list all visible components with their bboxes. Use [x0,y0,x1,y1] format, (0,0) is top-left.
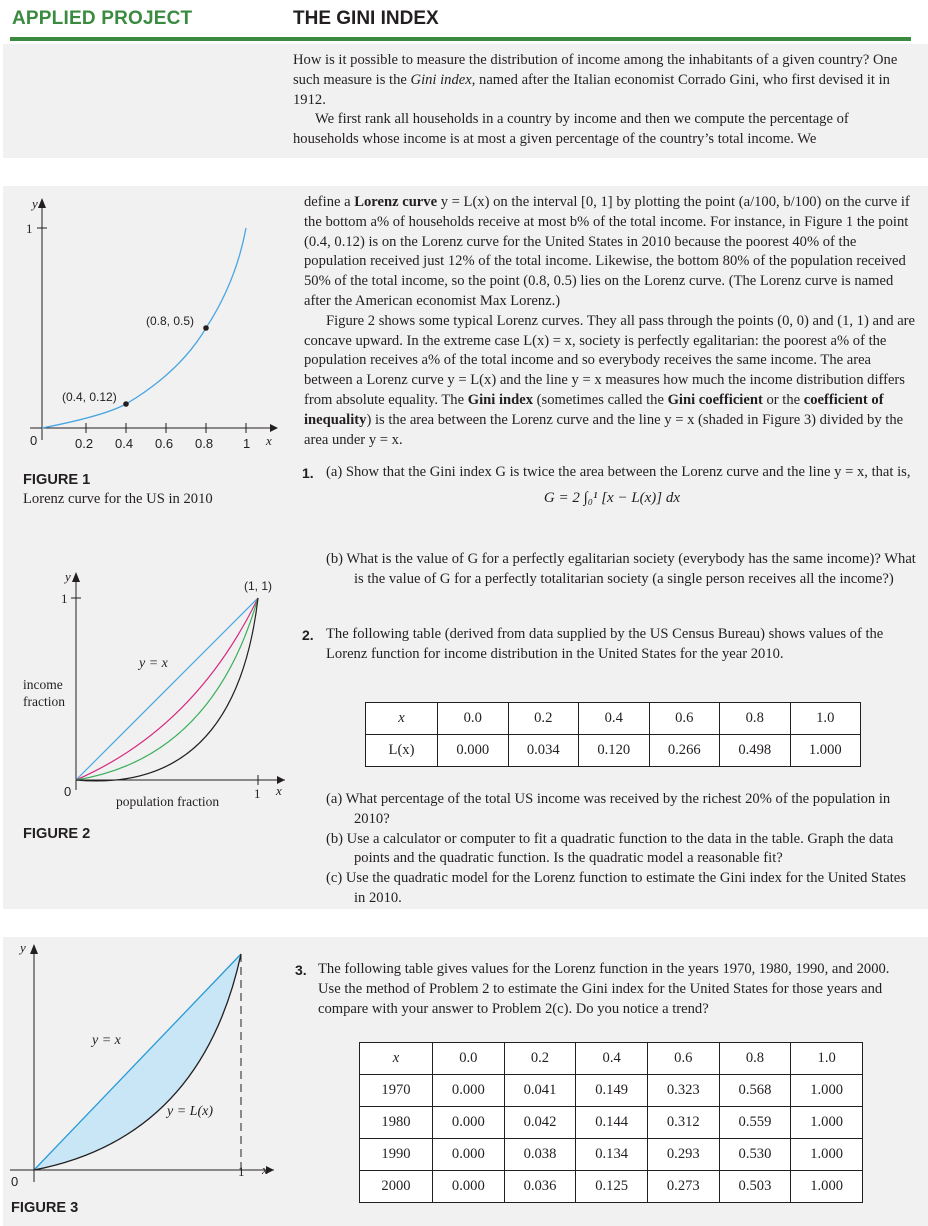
fig2-y-label: y [65,569,71,584]
page-title: THE GINI INDEX [293,8,439,29]
fig2-origin: 0 [64,784,72,799]
table-cell: 0.323 [647,1075,719,1107]
table-cell: 0.041 [504,1075,576,1107]
problem-2c: (c) Use the quadratic model for the Lorenz function to estimate the Gini index for the United States in 2010. [326,870,906,906]
table-cell: 0.0 [438,703,509,735]
fig1-point-label: (0.4, 0.12) [62,390,117,404]
table-cell: 0.503 [719,1171,791,1203]
fig1-point-label: (0.8, 0.5) [146,314,195,328]
figure-1-label: FIGURE 1 [23,472,91,488]
problem-1a: (a) Show that the Gini index G is twice the area between the Lorenz curve and the line y = x, that is, [326,464,911,480]
table-cell: 1.000 [791,1139,863,1171]
lorenz-table-decades [359,1042,863,1203]
table-cell: 0.042 [504,1107,576,1139]
fig3-curve-label: y = L(x) [167,1104,213,1119]
section-label: APPLIED PROJECT [12,8,193,29]
table-cell: 1.000 [791,1075,863,1107]
point-08-05 [203,325,209,331]
table-cell: 2000 [360,1171,433,1203]
table-cell: 0.273 [647,1171,719,1203]
table-cell: 0.6 [649,703,720,735]
fig2-x-label: x [276,783,282,798]
table-cell: L(x) [366,735,438,767]
fig3-origin: 0 [11,1174,19,1188]
table-cell: 0.559 [719,1107,791,1139]
table-cell: 0.149 [576,1075,648,1107]
fig3-y-label: y [20,940,26,955]
problem-3-text: The following table gives values for the Lorenz function in the years 1970, 1980, 1990, and 2000. Use the method of Problem 2 to estimate the Gini index for the United States for those years and compare with your answer to Problem 2(c). Do you notice a trend? [318,961,890,1017]
fig2-x-tick-1: 1 [254,786,261,801]
table-cell: 0.4 [579,703,650,735]
table-cell: 0.4 [576,1043,648,1075]
body-paragraph-2: Figure 2 shows some typical Lorenz curves. They all pass through the points (0, 0) and (1, 1) and are concave upward. In the extreme case L(x) = x, society is perfectly egalitarian: the poorest a% of the population receives a% of the total income and so everybody receives the same income. The area between a Lorenz curve y = L(x) and the line y = x measures how much the income distribution differs from absolute equality. The Gini index (sometimes called the Gini coefficient or the coefficient of inequality) is the area between the Lorenz curve and the line y = x (shaded in Figure 3) divided by the area under y = x. [304,312,916,448]
fig2-y-axis-title: income [23,677,63,692]
fig1-x-label: x [266,433,272,448]
problem-3-number: 3. [295,962,307,978]
intro-text [293,51,915,150]
figure-2-graph [20,566,290,811]
figure-3-graph [6,938,286,1188]
table-cell: x [366,703,438,735]
table-row [366,735,861,767]
table-cell: 0.498 [720,735,791,767]
problem-3 [295,960,915,1019]
fig1-x-tick: 0.6 [155,436,174,451]
table-cell: 1.000 [791,1171,863,1203]
problem-1b: (b) What is the value of G for a perfectly egalitarian society (everybody has the same income)? What is the value of G for a perfectly totalitarian society (a single person receives all the income?) [326,551,916,587]
table-cell: 0.000 [433,1075,505,1107]
table-row [360,1171,863,1203]
table-cell: 0.144 [576,1107,648,1139]
table-cell: 0.120 [579,735,650,767]
figure-2-label: FIGURE 2 [23,826,91,842]
problem-2 [302,625,922,665]
table-cell: 0.293 [647,1139,719,1171]
problem-1-number: 1. [302,465,314,481]
body-paragraph-1: define a Lorenz curve y = L(x) on the interval [0, 1] by plotting the point (a/100, b/100) on the curve if the bottom a% of households receive at most b% of the total income. For instance, in Figure 1 the point (0.4, 0.12) is on the Lorenz curve for the United States in 2010 because the poorest 40% of the population received just 12% of the total income. Likewise, the bottom 80% of the population received 50% of the total income, so the point (0.8, 0.5) lies on the Lorenz curve. (The Lorenz curve is named after the American economist Max Lorenz.) [304,194,910,309]
table-cell: 0.034 [508,735,579,767]
table-cell: 0.000 [438,735,509,767]
problem-1 [302,463,922,509]
table-cell: 1.0 [790,703,861,735]
table-row [360,1043,863,1075]
problem-2-number: 2. [302,627,314,643]
fig1-x-tick: 0.2 [75,436,94,451]
table-cell: 0.568 [719,1075,791,1107]
table-cell: 1.0 [791,1043,863,1075]
fig3-line-equality [34,954,241,1170]
lorenz-table-2010 [365,702,861,767]
problem-2b: (b) Use a calculator or computer to fit a quadratic function to the data in the table. Graph the data points and the quadratic function. Is the quadratic model a reasonable fit? [326,830,894,867]
table-cell: 0.000 [433,1107,505,1139]
table-cell: 0.000 [433,1171,505,1203]
table-cell: 0.125 [576,1171,648,1203]
problem-2-text: The following table (derived from data supplied by the US Census Bureau) shows values of the Lorenz function for income distribution in the United States for the year 2010. [326,626,884,662]
fig1-y-label: y [32,196,38,211]
fig2-line-label: y = x [139,656,168,671]
table-row [360,1139,863,1171]
table-cell: 1.000 [790,735,861,767]
table-cell: 0.312 [647,1107,719,1139]
table-cell: 0.036 [504,1171,576,1203]
table-cell: 1.000 [791,1107,863,1139]
table-cell: 0.2 [504,1043,576,1075]
table-row [360,1075,863,1107]
fig1-x-tick: 0.4 [115,436,134,451]
table-cell: 1970 [360,1075,433,1107]
figure-1-graph [20,190,285,455]
fig2-corner-label: (1, 1) [244,579,273,593]
table-cell: 1990 [360,1139,433,1171]
header-rule [10,37,911,41]
fig2-y-tick-1: 1 [61,591,68,606]
table-cell: 1980 [360,1107,433,1139]
table-cell: 0.000 [433,1139,505,1171]
gini-formula: G = 2 ∫₀¹ [x − L(x)] dx [543,489,681,506]
table-cell: 0.038 [504,1139,576,1171]
table-cell: x [360,1043,433,1075]
figure-1-caption: Lorenz curve for the US in 2010 [23,491,213,507]
fig1-x-tick: 1 [243,436,251,451]
fig2-line-equality [76,598,258,780]
intro-paragraph-1: How is it possible to measure the distribution of income among the inhabitants of a given country? One such measure is the Gini index, named after the Italian economist Corrado Gini, who first devised it in 1912. [293,52,898,108]
body-text [304,193,921,450]
table-cell: 0.8 [720,703,791,735]
fig1-y-tick-1: 1 [26,221,33,236]
fig2-y-axis-title: fraction [23,694,65,709]
table-cell: 0.134 [576,1139,648,1171]
fig1-x-tick: 0.8 [195,436,214,451]
table-cell: 0.266 [649,735,720,767]
fig3-line-label: y = x [92,1033,121,1048]
fig3-x-label: x [262,1162,268,1177]
table-cell: 0.2 [508,703,579,735]
table-row [366,703,861,735]
table-cell: 0.6 [647,1043,719,1075]
figure-3-label: FIGURE 3 [11,1200,79,1216]
intro-paragraph-2: We first rank all households in a country by income and then we compute the percentage of households whose income is at most a given percentage of the country’s total income. We [293,111,849,148]
fig1-origin: 0 [30,433,38,448]
fig3-x-tick-1: 1 [238,1164,245,1179]
problem-2a: (a) What percentage of the total US income was received by the richest 20% of the population in 2010? [326,791,891,827]
table-cell: 0.0 [433,1043,505,1075]
table-cell: 0.530 [719,1139,791,1171]
table-cell: 0.8 [719,1043,791,1075]
problem-2-parts [326,790,911,909]
fig2-x-axis-title: population fraction [116,794,220,809]
point-04-012 [123,401,129,407]
table-row [360,1107,863,1139]
